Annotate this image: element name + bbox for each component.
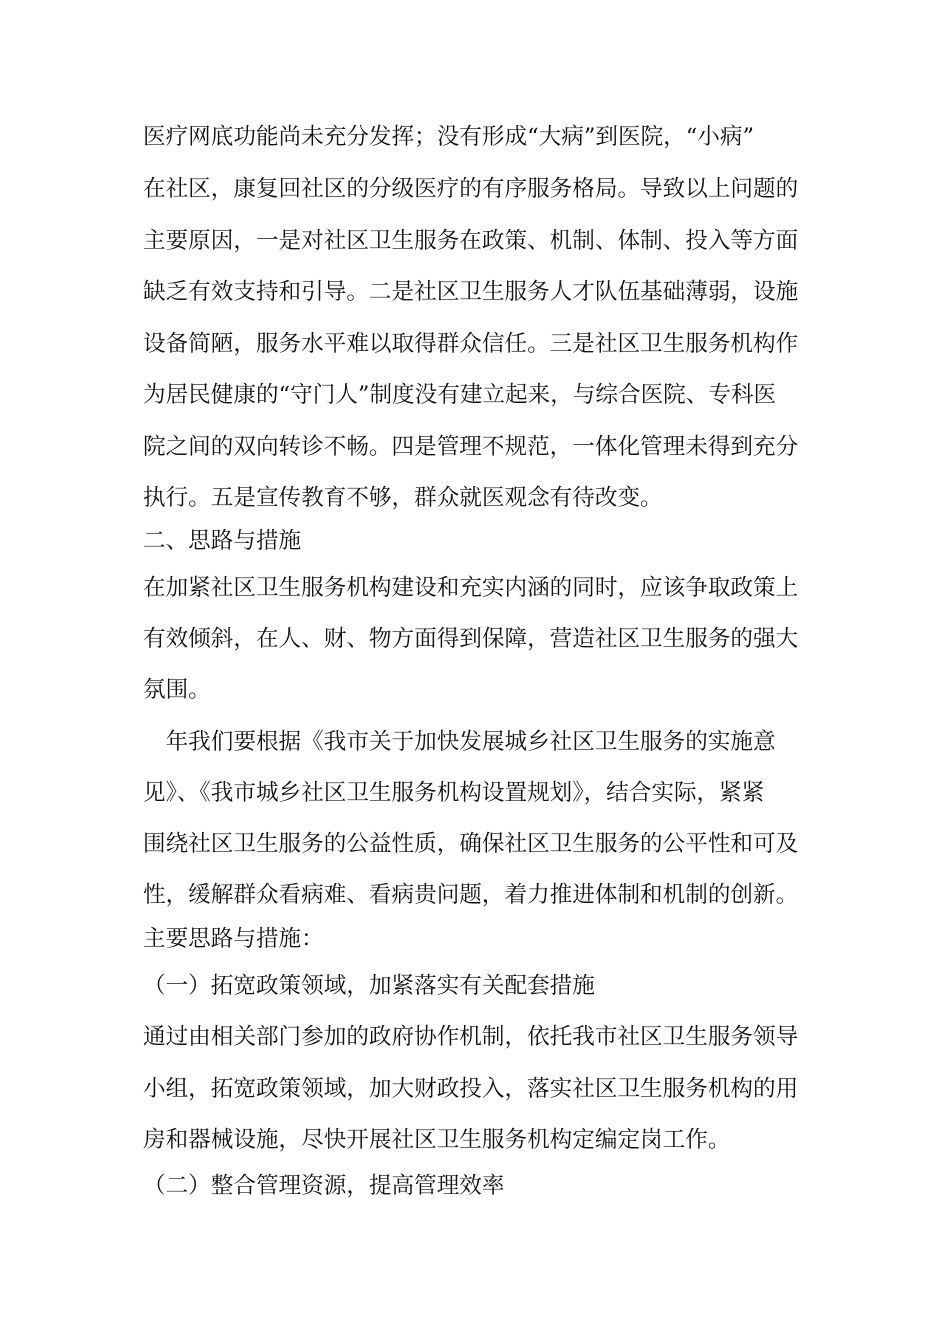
- paragraph-line: 在加紧社区卫生服务机构建设和充实内涵的同时，应该争取政策上: [143, 575, 799, 601]
- subsection-heading: （二）整合管理资源，提高管理效率: [143, 1173, 505, 1199]
- paragraph-line: 有效倾斜，在人、财、物方面得到保障，营造社区卫生服务的强大: [143, 626, 799, 652]
- paragraph-line: 医疗网底功能尚未充分发挥；没有形成“大病”到医院，“小病”: [143, 124, 755, 150]
- paragraph-line: 氛围。: [143, 677, 211, 703]
- paragraph-line: 围绕社区卫生服务的公益性质，确保社区卫生服务的公平性和可及: [143, 831, 799, 857]
- paragraph-line: 小组，拓宽政策领域，加大财政投入，落实社区卫生服务机构的用: [143, 1076, 799, 1102]
- paragraph-line: 通过由相关部门参加的政府协作机制，依托我市社区卫生服务领导: [143, 1024, 799, 1050]
- paragraph-line: 年我们要根据《我市关于加快发展城乡社区卫生服务的实施意: [143, 729, 776, 755]
- subsection-heading: （一）拓宽政策领域，加紧落实有关配套措施: [143, 973, 595, 999]
- paragraph-line: 执行。五是宣传教育不够，群众就医观念有待改变。: [143, 485, 663, 511]
- paragraph-line: 见》、《我市城乡社区卫生服务机构设置规划》，结合实际，紧紧: [143, 780, 765, 806]
- paragraph-line: 房和器械设施，尽快开展社区卫生服务机构定编定岗工作。: [143, 1127, 731, 1153]
- paragraph-line: 在社区，康复回社区的分级医疗的有序服务格局。导致以上问题的: [143, 176, 799, 202]
- paragraph-line: 设备简陋，服务水平难以取得群众信任。三是社区卫生服务机构作: [143, 331, 799, 357]
- paragraph-line: 院之间的双向转诊不畅。四是管理不规范，一体化管理未得到充分: [143, 434, 799, 460]
- paragraph-line: 缺乏有效支持和引导。二是社区卫生服务人才队伍基础薄弱，设施: [143, 279, 799, 305]
- paragraph-line: 为居民健康的“守门人”制度没有建立起来，与综合医院、专科医: [143, 382, 777, 408]
- paragraph-line: 性，缓解群众看病难、看病贵问题，着力推进体制和机制的创新。: [143, 882, 799, 908]
- paragraph-line: 主要思路与措施：: [143, 926, 324, 952]
- paragraph-line: 主要原因，一是对社区卫生服务在政策、机制、体制、投入等方面: [143, 228, 799, 254]
- section-heading: 二、思路与措施: [143, 528, 302, 554]
